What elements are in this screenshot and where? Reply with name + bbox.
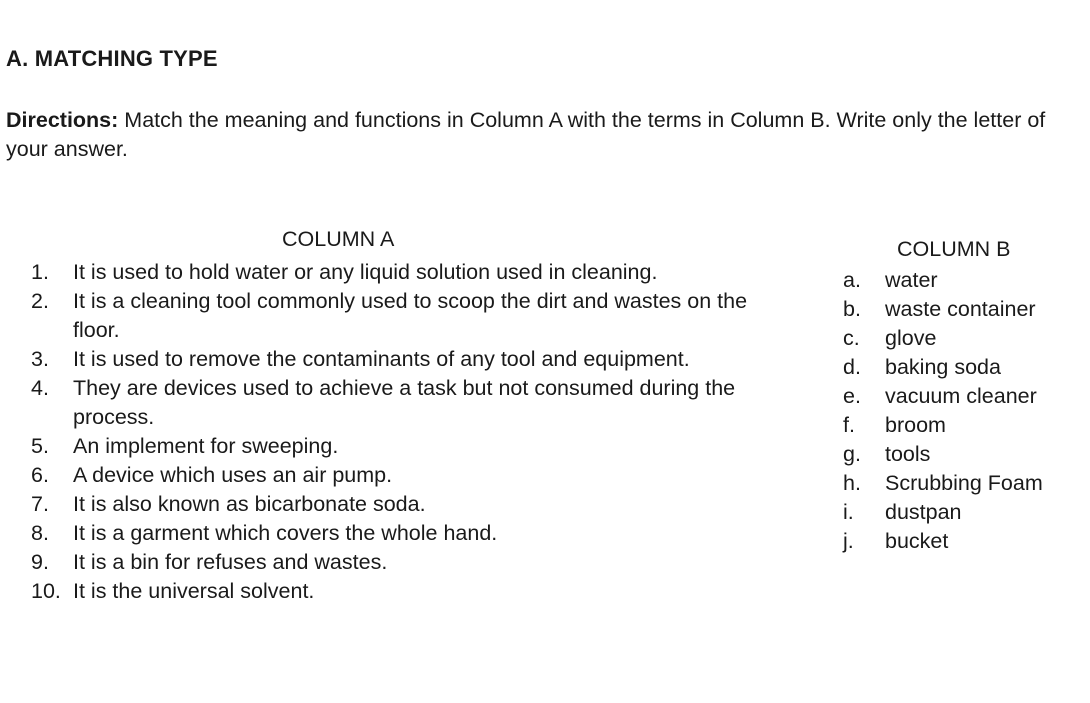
column-b-item	[0, 295, 1090, 324]
item-letter: c.	[843, 326, 860, 350]
item-text: They are devices used to achieve a task but not consumed during the process.	[73, 376, 736, 429]
item-text: An implement for sweeping.	[73, 434, 339, 458]
item-number: 7.	[31, 492, 49, 516]
item-letter: e.	[843, 384, 861, 408]
item-letter: f.	[843, 413, 855, 437]
item-number: 3.	[31, 347, 49, 371]
item-term: broom	[885, 413, 946, 437]
item-term: vacuum cleaner	[885, 384, 1037, 408]
section-title: A. MATCHING TYPE	[6, 46, 218, 71]
item-letter: b.	[843, 297, 861, 321]
item-term: glove	[885, 326, 937, 350]
item-letter: i.	[843, 500, 854, 524]
item-term: water	[885, 268, 938, 292]
item-term: baking soda	[885, 355, 1001, 379]
item-text: It is also known as bicarbonate soda.	[73, 492, 426, 516]
item-number: 6.	[31, 463, 49, 487]
column-b-item	[0, 324, 1090, 353]
column-a-item	[0, 577, 760, 606]
item-term: Scrubbing Foam	[885, 471, 1043, 495]
column-b-item	[0, 266, 1090, 295]
item-number: 1.	[31, 260, 49, 284]
item-number: 10.	[31, 579, 61, 603]
item-text: It is a cleaning tool commonly used to scoop the dirt and wastes on the floor.	[73, 289, 748, 342]
item-number: 8.	[31, 521, 49, 545]
item-number: 2.	[31, 289, 49, 313]
item-number: 5.	[31, 434, 49, 458]
item-letter: j.	[843, 529, 854, 553]
item-text: It is a bin for refuses and wastes.	[73, 550, 388, 574]
item-number: 4.	[31, 376, 49, 400]
column-b-item	[0, 498, 1090, 527]
column-b-item	[0, 469, 1090, 498]
column-b-item	[0, 353, 1090, 382]
column-b-item	[0, 440, 1090, 469]
item-letter: h.	[843, 471, 861, 495]
item-term: bucket	[885, 529, 949, 553]
item-text: It is used to remove the contaminants of any tool and equipment.	[73, 347, 690, 371]
item-text: It is the universal solvent.	[73, 579, 315, 603]
item-text: A device which uses an air pump.	[73, 463, 393, 487]
column-b-header: COLUMN B	[897, 237, 1011, 261]
directions-text: Match the meaning and functions in Column A with the terms in Column B. Write only the letter of your answer.	[6, 108, 1046, 161]
item-number: 9.	[31, 550, 49, 574]
item-text: It is used to hold water or any liquid solution used in cleaning.	[73, 260, 658, 284]
item-letter: g.	[843, 442, 861, 466]
column-b-item	[0, 382, 1090, 411]
column-b-list	[0, 266, 1090, 556]
item-letter: d.	[843, 355, 861, 379]
directions-label: Directions:	[6, 108, 119, 132]
item-term: dustpan	[885, 500, 962, 524]
item-term: waste container	[885, 297, 1036, 321]
directions-paragraph	[6, 106, 1076, 164]
item-letter: a.	[843, 268, 861, 292]
column-b-item	[0, 411, 1090, 440]
item-text: It is a garment which covers the whole hand.	[73, 521, 498, 545]
column-b-item	[0, 527, 1090, 556]
item-term: tools	[885, 442, 931, 466]
column-a-header: COLUMN A	[282, 227, 395, 251]
